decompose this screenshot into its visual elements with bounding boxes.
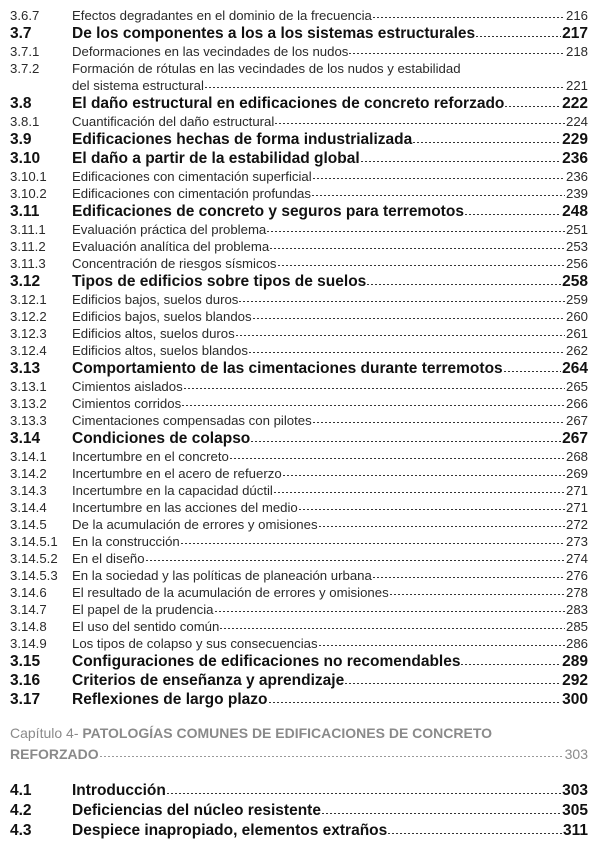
entry-title: El uso del sentido común bbox=[72, 619, 220, 634]
entry-title: Cimientos aislados bbox=[72, 379, 183, 394]
entry-number: 4.3 bbox=[10, 822, 32, 839]
dot-leader bbox=[278, 265, 565, 266]
entry-title: Concentración de riesgos sísmicos bbox=[72, 256, 277, 271]
toc-entry[interactable] bbox=[0, 550, 600, 567]
dot-leader bbox=[345, 683, 561, 684]
entry-number: 3.15 bbox=[10, 653, 41, 670]
dot-leader bbox=[465, 214, 561, 215]
entry-number: 3.7.1 bbox=[10, 44, 40, 59]
dot-leader bbox=[220, 628, 565, 629]
dot-leader bbox=[319, 526, 565, 527]
toc-entry[interactable] bbox=[0, 429, 600, 448]
entry-page: 258 bbox=[562, 273, 588, 290]
toc-entry[interactable] bbox=[0, 533, 600, 550]
dot-leader bbox=[476, 36, 561, 37]
entry-title: El daño estructural en edificaciones de concreto reforzado bbox=[72, 95, 505, 112]
entry-page: 222 bbox=[562, 95, 588, 112]
entry-title: Reflexiones de largo plazo bbox=[72, 691, 268, 708]
toc-entry[interactable] bbox=[0, 635, 600, 652]
entry-page: 283 bbox=[565, 602, 588, 617]
entry-number: 3.14.1 bbox=[10, 449, 47, 464]
toc-entry[interactable] bbox=[0, 24, 600, 43]
toc-entry[interactable] bbox=[0, 238, 600, 255]
entry-title: Condiciones de colapso bbox=[72, 430, 251, 447]
entry-title: Edificios bajos, suelos duros bbox=[72, 292, 239, 307]
dot-leader bbox=[390, 594, 565, 595]
entry-number: 3.11.3 bbox=[10, 256, 46, 271]
entry-number: 3.12.3 bbox=[10, 326, 47, 341]
entry-title: Comportamiento de las cimentaciones durante terremotos bbox=[72, 360, 503, 377]
dot-leader bbox=[505, 106, 561, 107]
entry-number: 3.14.3 bbox=[10, 483, 47, 498]
entry-title: Evaluación práctica del problema bbox=[72, 222, 267, 237]
dot-leader bbox=[319, 645, 565, 646]
dot-leader bbox=[167, 793, 561, 794]
entry-page: 216 bbox=[565, 8, 588, 23]
dot-leader bbox=[146, 560, 565, 561]
toc-entry[interactable] bbox=[0, 43, 600, 60]
dot-leader bbox=[249, 352, 565, 353]
toc-entry[interactable] bbox=[0, 130, 600, 149]
entry-number: 3.14.4 bbox=[10, 500, 47, 515]
entry-number: 3.10.1 bbox=[10, 169, 47, 184]
toc-entry[interactable] bbox=[0, 113, 600, 130]
entry-page: 269 bbox=[565, 466, 588, 481]
dot-leader bbox=[313, 178, 565, 179]
dot-leader bbox=[236, 335, 565, 336]
entry-title: Incertumbre en las acciones del medio bbox=[72, 500, 298, 515]
entry-title: Cuantificación del daño estructural bbox=[72, 114, 275, 129]
dot-leader bbox=[182, 405, 565, 406]
dot-leader bbox=[373, 17, 565, 18]
toc-entry[interactable] bbox=[0, 584, 600, 601]
entry-page: 262 bbox=[565, 343, 588, 358]
entry-title: Los tipos de colapso y sus consecuencias bbox=[72, 636, 318, 651]
chapter-title-line2: REFORZADO bbox=[10, 746, 99, 762]
toc-entry[interactable] bbox=[0, 94, 600, 113]
toc-entry-continuation bbox=[0, 77, 600, 94]
entry-number: 3.12.2 bbox=[10, 309, 47, 324]
dot-leader bbox=[413, 142, 561, 143]
entry-page: 267 bbox=[562, 430, 588, 447]
entry-title: Tipos de edificios sobre tipos de suelos bbox=[72, 273, 367, 290]
dot-leader bbox=[100, 756, 564, 757]
dot-leader bbox=[215, 611, 565, 612]
entry-title-continued: del sistema estructural bbox=[72, 78, 204, 93]
dot-leader bbox=[269, 702, 562, 703]
toc-entry[interactable] bbox=[0, 801, 600, 821]
toc-entry[interactable] bbox=[0, 516, 600, 533]
entry-page: 239 bbox=[565, 186, 588, 201]
dot-leader bbox=[274, 492, 565, 493]
toc-entry[interactable] bbox=[0, 412, 600, 429]
dot-leader bbox=[251, 441, 561, 442]
entry-number: 3.14.9 bbox=[10, 636, 47, 651]
entry-title: Cimentaciones compensadas con pilotes bbox=[72, 413, 312, 428]
entry-number: 3.13.1 bbox=[10, 379, 47, 394]
toc-entry[interactable] bbox=[0, 781, 600, 801]
entry-page: 292 bbox=[562, 672, 588, 689]
dot-leader bbox=[275, 123, 565, 124]
toc-entry[interactable] bbox=[0, 325, 600, 342]
entry-number: 3.14.5.3 bbox=[10, 568, 58, 583]
entry-title: Edificaciones de concreto y seguros para terremotos bbox=[72, 203, 464, 220]
toc-entry[interactable] bbox=[0, 618, 600, 635]
entry-page: 218 bbox=[565, 44, 588, 59]
entry-page: 266 bbox=[565, 396, 588, 411]
toc-entry[interactable] bbox=[0, 671, 600, 690]
entry-title: Introducción bbox=[72, 782, 166, 799]
toc-entry[interactable] bbox=[0, 482, 600, 499]
entry-title: Configuraciones de edificaciones no recomendables bbox=[72, 653, 461, 670]
dot-leader bbox=[388, 833, 562, 834]
toc-entry[interactable] bbox=[0, 255, 600, 272]
dot-leader bbox=[184, 388, 565, 389]
entry-title: El resultado de la acumulación de errores y omisiones bbox=[72, 585, 389, 600]
entry-page: 236 bbox=[562, 150, 588, 167]
dot-leader bbox=[230, 458, 565, 459]
toc-entry[interactable] bbox=[0, 359, 600, 378]
entry-page: 272 bbox=[565, 517, 588, 532]
entry-page: 271 bbox=[565, 483, 588, 498]
toc-entry[interactable] bbox=[0, 567, 600, 584]
entry-title: Edificios altos, suelos blandos bbox=[72, 343, 248, 358]
entry-page: 285 bbox=[565, 619, 588, 634]
entry-number: 3.11.1 bbox=[10, 222, 46, 237]
entry-page: 229 bbox=[562, 131, 588, 148]
entry-title: De la acumulación de errores y omisiones bbox=[72, 517, 318, 532]
dot-leader bbox=[367, 284, 561, 285]
dot-leader bbox=[322, 813, 561, 814]
entry-number: 3.12 bbox=[10, 273, 41, 290]
entry-title: El papel de la prudencia bbox=[72, 602, 214, 617]
entry-number: 3.14.5.2 bbox=[10, 551, 58, 566]
entry-number: 3.8 bbox=[10, 95, 32, 112]
entry-number: 3.11.2 bbox=[10, 239, 46, 254]
dot-leader bbox=[283, 475, 565, 476]
toc-entry[interactable] bbox=[0, 7, 600, 24]
toc-entry[interactable] bbox=[0, 395, 600, 412]
entry-number: 3.6.7 bbox=[10, 8, 40, 23]
entry-number: 3.14 bbox=[10, 430, 41, 447]
entry-title: En la construcción bbox=[72, 534, 180, 549]
entry-title: De los componentes a los a los sistemas estructurales bbox=[72, 25, 476, 42]
entry-number: 3.12.4 bbox=[10, 343, 47, 358]
toc-entry[interactable] bbox=[0, 601, 600, 618]
toc-entry[interactable] bbox=[0, 308, 600, 325]
entry-number: 3.14.8 bbox=[10, 619, 47, 634]
entry-number: 4.1 bbox=[10, 782, 32, 799]
entry-title: Cimientos corridos bbox=[72, 396, 182, 411]
toc-entry[interactable] bbox=[0, 342, 600, 359]
entry-page: 278 bbox=[565, 585, 588, 600]
entry-number: 3.17 bbox=[10, 691, 41, 708]
dot-leader bbox=[504, 371, 561, 372]
entry-page: 248 bbox=[562, 203, 588, 220]
toc-entry[interactable] bbox=[0, 168, 600, 185]
entry-page: 271 bbox=[565, 500, 588, 515]
toc-entry[interactable] bbox=[0, 149, 600, 168]
dot-leader bbox=[299, 509, 565, 510]
entry-title: Evaluación analítica del problema bbox=[72, 239, 270, 254]
chapter-label: Capítulo 4- bbox=[10, 725, 79, 741]
toc-entry[interactable] bbox=[0, 291, 600, 308]
entry-number: 3.9 bbox=[10, 131, 32, 148]
entry-page: 265 bbox=[565, 379, 588, 394]
entry-number: 3.14.5.1 bbox=[10, 534, 58, 549]
entry-title: El daño a partir de la estabilidad global bbox=[72, 150, 360, 167]
chapter-title-line1: PATOLOGÍAS COMUNES DE EDIFICACIONES DE CONCRETO bbox=[82, 725, 493, 741]
toc-entry[interactable] bbox=[0, 465, 600, 482]
entry-page: 261 bbox=[565, 326, 588, 341]
entry-page: 311 bbox=[562, 822, 588, 839]
entry-page: 267 bbox=[565, 413, 588, 428]
chapter-page: 303 bbox=[564, 746, 588, 762]
dot-leader bbox=[361, 161, 561, 162]
entry-title: Edificios altos, suelos duros bbox=[72, 326, 235, 341]
entry-page: 224 bbox=[565, 114, 588, 129]
entry-page: 289 bbox=[562, 653, 588, 670]
chapter-heading bbox=[10, 723, 588, 765]
entry-title: Formación de rótulas en las vecindades de los nudos y estabilidad bbox=[72, 61, 461, 76]
entry-page: 274 bbox=[565, 551, 588, 566]
entry-number: 4.2 bbox=[10, 802, 32, 819]
entry-title: Efectos degradantes en el dominio de la frecuencia bbox=[72, 8, 372, 23]
toc-entry[interactable] bbox=[0, 185, 600, 202]
entry-title: Despiece inapropiado, elementos extraños bbox=[72, 822, 388, 839]
entry-page: 303 bbox=[562, 782, 588, 799]
entry-number: 3.14.2 bbox=[10, 466, 47, 481]
entry-page: 256 bbox=[565, 256, 588, 271]
entry-page: 264 bbox=[562, 360, 588, 377]
entry-number: 3.11 bbox=[10, 203, 40, 220]
entry-page: 253 bbox=[565, 239, 588, 254]
dot-leader bbox=[267, 231, 565, 232]
entry-page: 273 bbox=[565, 534, 588, 549]
entry-page: 276 bbox=[565, 568, 588, 583]
entry-title: Incertumbre en el concreto bbox=[72, 449, 229, 464]
dot-leader bbox=[312, 195, 565, 196]
entry-number: 3.7.2 bbox=[10, 61, 40, 76]
entry-number: 3.14.7 bbox=[10, 602, 47, 617]
entry-number: 3.14.5 bbox=[10, 517, 47, 532]
toc-entry[interactable] bbox=[0, 221, 600, 238]
toc-entry[interactable] bbox=[0, 652, 600, 671]
entry-title: Deformaciones en las vecindades de los nudos bbox=[72, 44, 349, 59]
entry-page: 236 bbox=[565, 169, 588, 184]
entry-number: 3.14.6 bbox=[10, 585, 47, 600]
entry-number: 3.13 bbox=[10, 360, 41, 377]
table-of-contents bbox=[0, 7, 600, 709]
entry-page: 251 bbox=[565, 222, 588, 237]
dot-leader bbox=[253, 318, 565, 319]
entry-page: 259 bbox=[565, 292, 588, 307]
dot-leader bbox=[239, 301, 565, 302]
entry-title: En el diseño bbox=[72, 551, 145, 566]
entry-title: Edificaciones con cimentación superficial bbox=[72, 169, 312, 184]
entry-title: Incertumbre en la capacidad dúctil bbox=[72, 483, 273, 498]
toc-entry[interactable] bbox=[0, 378, 600, 395]
chapter-4-entries bbox=[0, 781, 600, 841]
dot-leader bbox=[181, 543, 565, 544]
entry-page: 260 bbox=[565, 309, 588, 324]
entry-title: Deficiencias del núcleo resistente bbox=[72, 802, 321, 819]
dot-leader bbox=[373, 577, 565, 578]
toc-entry[interactable] bbox=[0, 272, 600, 291]
entry-page: 286 bbox=[565, 636, 588, 651]
entry-title: Criterios de enseñanza y aprendizaje bbox=[72, 672, 345, 689]
entry-number: 3.8.1 bbox=[10, 114, 40, 129]
toc-entry[interactable] bbox=[0, 448, 600, 465]
entry-number: 3.12.1 bbox=[10, 292, 47, 307]
toc-entry[interactable] bbox=[0, 690, 600, 709]
entry-page: 217 bbox=[562, 25, 588, 42]
entry-number: 3.10 bbox=[10, 150, 41, 167]
entry-number: 3.7 bbox=[10, 25, 32, 42]
entry-number: 3.16 bbox=[10, 672, 41, 689]
entry-number: 3.10.2 bbox=[10, 186, 47, 201]
entry-number: 3.13.3 bbox=[10, 413, 47, 428]
entry-title: Edificios bajos, suelos blandos bbox=[72, 309, 252, 324]
entry-page: 300 bbox=[562, 691, 588, 708]
entry-title: Incertumbre en el acero de refuerzo bbox=[72, 466, 282, 481]
dot-leader bbox=[349, 53, 565, 54]
dot-leader bbox=[461, 664, 561, 665]
toc-entry[interactable] bbox=[0, 202, 600, 221]
entry-title: Edificaciones hechas de forma industrializada bbox=[72, 131, 413, 148]
entry-title: En la sociedad y las políticas de planeación urbana bbox=[72, 568, 372, 583]
toc-entry[interactable] bbox=[0, 60, 600, 77]
entry-number: 3.13.2 bbox=[10, 396, 47, 411]
entry-title: Edificaciones con cimentación profundas bbox=[72, 186, 311, 201]
dot-leader bbox=[270, 248, 565, 249]
dot-leader bbox=[313, 422, 565, 423]
entry-page: 221 bbox=[565, 78, 588, 93]
toc-entry[interactable] bbox=[0, 499, 600, 516]
dot-leader bbox=[205, 87, 565, 88]
entry-page: 268 bbox=[565, 449, 588, 464]
toc-entry[interactable] bbox=[0, 821, 600, 841]
entry-page: 305 bbox=[562, 802, 588, 819]
